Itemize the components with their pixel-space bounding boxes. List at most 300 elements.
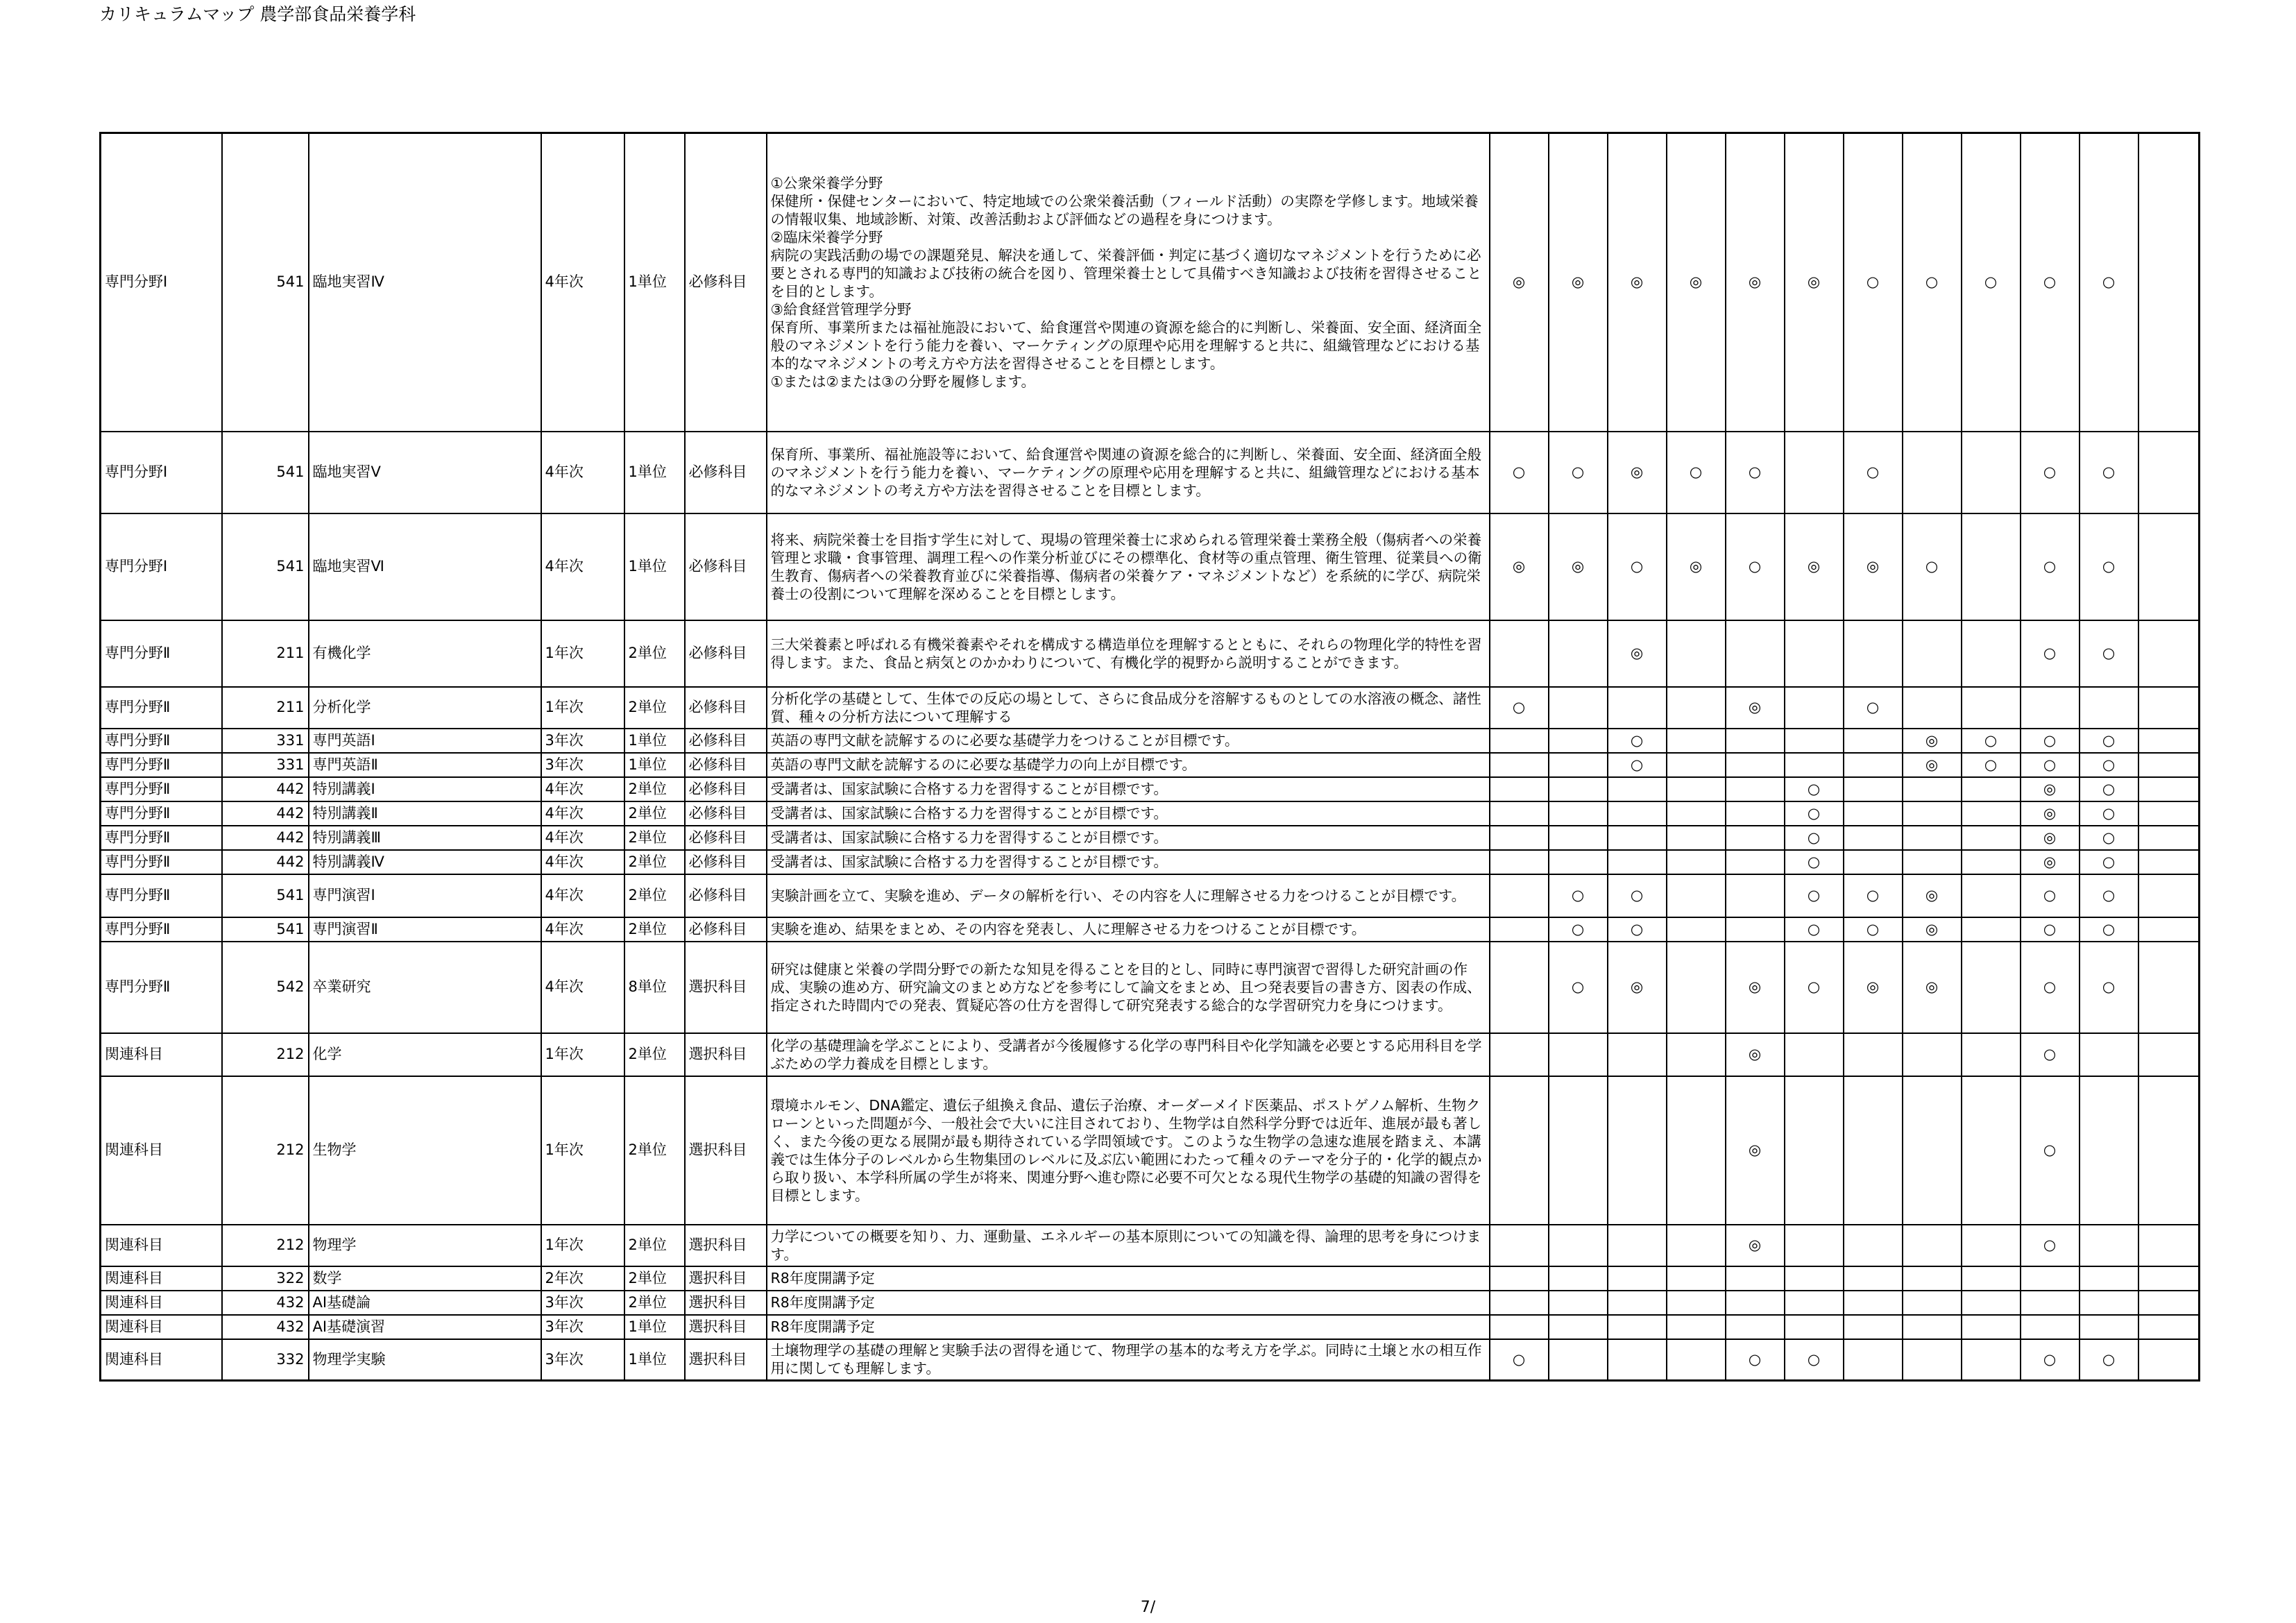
description-cell: 土壌物理学の基礎の理解と実験手法の習得を通じて、物理学の基本的な考え方を学ぶ。同時に土壌と水の相互作用に関しても理解します。 [767,1339,1490,1381]
competency-mark-cell [2021,1315,2080,1339]
competency-mark-cell [1490,942,1549,1033]
category-cell: 専門分野Ⅱ [101,850,222,874]
requirement-cell: 必修科目 [685,620,767,687]
competency-mark-cell: ○ [1785,801,1844,826]
year-cell: 4年次 [541,942,624,1033]
competency-mark-cell [1962,513,2021,620]
competency-mark-cell [1962,1339,2021,1381]
competency-mark-cell [2138,917,2200,942]
requirement-cell: 必修科目 [685,801,767,826]
competency-mark-cell [1549,729,1608,753]
competency-mark-cell: ○ [2080,917,2138,942]
description-cell: 英語の専門文献を読解するのに必要な基礎学力の向上が目標です。 [767,753,1490,777]
competency-mark-cell [1549,687,1608,729]
competency-mark-cell: ○ [1490,432,1549,513]
competency-mark-cell [1667,942,1726,1033]
table-row [101,1315,2200,1339]
competency-mark-cell: ○ [2021,753,2080,777]
competency-mark-cell [1785,1291,1844,1315]
competency-mark-cell [2138,687,2200,729]
competency-mark-cell [1903,1339,1962,1381]
competency-mark-cell [1726,850,1785,874]
competency-mark-cell [1549,753,1608,777]
competency-mark-cell [1490,1315,1549,1339]
competency-mark-cell: ○ [1844,874,1903,917]
competency-mark-cell: ◎ [2021,777,2080,801]
credit-cell: 1単位 [624,1315,685,1339]
competency-mark-cell [1903,687,1962,729]
competency-mark-cell [1490,729,1549,753]
competency-mark-cell: ○ [2080,133,2138,432]
competency-mark-cell [1667,729,1726,753]
competency-mark-cell: ◎ [1844,513,1903,620]
credit-cell: 1単位 [624,729,685,753]
competency-mark-cell: ◎ [1726,1225,1785,1266]
competency-mark-cell [1962,432,2021,513]
credit-cell: 2単位 [624,777,685,801]
competency-mark-cell: ○ [1667,432,1726,513]
competency-mark-cell [1490,917,1549,942]
competency-mark-cell: ○ [1549,432,1608,513]
course-code-cell: 541 [222,432,309,513]
competency-mark-cell [1726,1266,1785,1291]
course-name-cell: 臨地実習Ⅳ [309,133,541,432]
category-cell: 専門分野Ⅱ [101,620,222,687]
competency-mark-cell: ○ [1844,687,1903,729]
competency-mark-cell: ○ [2080,801,2138,826]
credit-cell: 2単位 [624,801,685,826]
credit-cell: 2単位 [624,1076,685,1225]
requirement-cell: 必修科目 [685,729,767,753]
competency-mark-cell: ○ [2021,133,2080,432]
table-row [101,432,2200,513]
competency-mark-cell: ◎ [1490,513,1549,620]
description-cell: 受講者は、国家試験に合格する力を習得することが目標です。 [767,777,1490,801]
competency-mark-cell: ◎ [1608,432,1667,513]
course-code-cell: 211 [222,687,309,729]
year-cell: 4年次 [541,133,624,432]
year-cell: 4年次 [541,826,624,850]
competency-mark-cell [1962,1315,2021,1339]
course-name-cell: 臨地実習Ⅵ [309,513,541,620]
competency-mark-cell: ◎ [1726,687,1785,729]
course-name-cell: 特別講義Ⅲ [309,826,541,850]
course-name-cell: 生物学 [309,1076,541,1225]
year-cell: 4年次 [541,432,624,513]
table-row [101,942,2200,1033]
competency-mark-cell [2021,1291,2080,1315]
requirement-cell: 必修科目 [685,850,767,874]
competency-mark-cell [2138,801,2200,826]
description-cell: 受講者は、国家試験に合格する力を習得することが目標です。 [767,801,1490,826]
competency-mark-cell: ○ [2080,777,2138,801]
course-code-cell: 211 [222,620,309,687]
competency-mark-cell [1667,850,1726,874]
competency-mark-cell: ◎ [1785,513,1844,620]
category-cell: 専門分野Ⅱ [101,874,222,917]
competency-mark-cell: ◎ [2021,801,2080,826]
curriculum-map-table [99,132,2200,1382]
competency-mark-cell [2138,753,2200,777]
credit-cell: 2単位 [624,850,685,874]
competency-mark-cell: ◎ [1903,729,1962,753]
table-row [101,687,2200,729]
year-cell: 4年次 [541,801,624,826]
year-cell: 1年次 [541,620,624,687]
credit-cell: 2単位 [624,1033,685,1076]
competency-mark-cell: ○ [1608,874,1667,917]
competency-mark-cell: ◎ [1903,753,1962,777]
competency-mark-cell [1667,687,1726,729]
competency-mark-cell: ○ [1608,729,1667,753]
competency-mark-cell [2138,729,2200,753]
course-code-cell: 541 [222,917,309,942]
year-cell: 4年次 [541,777,624,801]
competency-mark-cell [1903,620,1962,687]
competency-mark-cell [1962,1033,2021,1076]
description-cell: 化学の基礎理論を学ぶことにより、受講者が今後履修する化学の専門科目や化学知識を必要とする応用科目を学ぶための学力養成を目標とします。 [767,1033,1490,1076]
description-cell: 分析化学の基礎として、生体での反応の場として、さらに食品成分を溶解するものとしての水溶液の概念、諸性質、種々の分析方法について理解する [767,687,1490,729]
competency-mark-cell [1785,1315,1844,1339]
competency-mark-cell: ◎ [1726,1076,1785,1225]
competency-mark-cell: ○ [1785,850,1844,874]
competency-mark-cell [2138,513,2200,620]
competency-mark-cell [1667,801,1726,826]
course-name-cell: 特別講義Ⅰ [309,777,541,801]
competency-mark-cell: ◎ [2021,826,2080,850]
competency-mark-cell [1490,1291,1549,1315]
description-cell: 力学についての概要を知り、力、運動量、エネルギーの基本原則についての知識を得、論理的思考を身につけます。 [767,1225,1490,1266]
course-name-cell: 特別講義Ⅳ [309,850,541,874]
competency-mark-cell [1726,1291,1785,1315]
competency-mark-cell: ○ [1549,917,1608,942]
competency-mark-cell: ○ [1726,513,1785,620]
competency-mark-cell [1844,777,1903,801]
competency-mark-cell [1726,729,1785,753]
competency-mark-cell [2080,1225,2138,1266]
course-code-cell: 332 [222,1339,309,1381]
competency-mark-cell [1844,1339,1903,1381]
competency-mark-cell: ◎ [1903,942,1962,1033]
competency-mark-cell [1962,874,2021,917]
competency-mark-cell [2138,942,2200,1033]
requirement-cell: 必修科目 [685,513,767,620]
credit-cell: 1単位 [624,432,685,513]
competency-mark-cell [1549,826,1608,850]
competency-mark-cell [1962,801,2021,826]
competency-mark-cell [1608,687,1667,729]
competency-mark-cell: ○ [2080,1339,2138,1381]
competency-mark-cell: ○ [2021,1076,2080,1225]
course-name-cell: 特別講義Ⅱ [309,801,541,826]
course-code-cell: 212 [222,1225,309,1266]
category-cell: 専門分野Ⅱ [101,687,222,729]
table-row [101,874,2200,917]
category-cell: 関連科目 [101,1076,222,1225]
competency-mark-cell [2138,874,2200,917]
competency-mark-cell [1667,1225,1726,1266]
competency-mark-cell [1903,826,1962,850]
category-cell: 専門分野Ⅱ [101,729,222,753]
competency-mark-cell [1726,753,1785,777]
competency-mark-cell [1844,1266,1903,1291]
competency-mark-cell [1667,1291,1726,1315]
course-name-cell: 専門演習Ⅱ [309,917,541,942]
competency-mark-cell [1667,620,1726,687]
competency-mark-cell [1844,850,1903,874]
competency-mark-cell [1962,1266,2021,1291]
competency-mark-cell [1844,1291,1903,1315]
category-cell: 関連科目 [101,1266,222,1291]
competency-mark-cell [1844,729,1903,753]
competency-mark-cell [1785,753,1844,777]
credit-cell: 2単位 [624,1266,685,1291]
category-cell: 専門分野Ⅰ [101,432,222,513]
requirement-cell: 選択科目 [685,1076,767,1225]
year-cell: 1年次 [541,1076,624,1225]
competency-mark-cell: ○ [2080,620,2138,687]
competency-mark-cell: ○ [1785,1339,1844,1381]
course-code-cell: 432 [222,1291,309,1315]
course-code-cell: 541 [222,513,309,620]
competency-mark-cell [1785,1076,1844,1225]
competency-mark-cell [1667,1033,1726,1076]
credit-cell: 2単位 [624,874,685,917]
competency-mark-cell: ◎ [1667,133,1726,432]
competency-mark-cell: ◎ [1490,133,1549,432]
course-code-cell: 442 [222,826,309,850]
description-cell: 三大栄養素と呼ばれる有機栄養素やそれを構成する構造単位を理解するとともに、それらの物理化学的特性を習得します。また、食品と病気とのかかわりについて、有機化学的視野から説明することができます。 [767,620,1490,687]
description-cell: 実験を進め、結果をまとめ、その内容を発表し、人に理解させる力をつけることが目標です。 [767,917,1490,942]
competency-mark-cell: ○ [1844,133,1903,432]
competency-mark-cell [1962,942,2021,1033]
competency-mark-cell [2080,1266,2138,1291]
competency-mark-cell [1667,1339,1726,1381]
competency-mark-cell [1903,1076,1962,1225]
table-row [101,1076,2200,1225]
competency-mark-cell: ○ [2080,729,2138,753]
requirement-cell: 選択科目 [685,1225,767,1266]
competency-mark-cell [1903,1033,1962,1076]
competency-mark-cell [1490,753,1549,777]
competency-mark-cell: ◎ [1549,513,1608,620]
competency-mark-cell: ○ [2080,942,2138,1033]
competency-mark-cell: ○ [1490,1339,1549,1381]
competency-mark-cell [1726,917,1785,942]
competency-mark-cell [1490,1225,1549,1266]
competency-mark-cell [1844,1315,1903,1339]
requirement-cell: 必修科目 [685,874,767,917]
competency-mark-cell: ○ [2080,513,2138,620]
competency-mark-cell [1549,1033,1608,1076]
table-row [101,1266,2200,1291]
competency-mark-cell [1608,1266,1667,1291]
competency-mark-cell [1608,850,1667,874]
category-cell: 関連科目 [101,1225,222,1266]
competency-mark-cell [1549,801,1608,826]
competency-mark-cell [1785,1266,1844,1291]
competency-mark-cell [2080,1291,2138,1315]
competency-mark-cell [2138,1266,2200,1291]
credit-cell: 2単位 [624,687,685,729]
competency-mark-cell [1903,432,1962,513]
requirement-cell: 必修科目 [685,826,767,850]
course-name-cell: 卒業研究 [309,942,541,1033]
competency-mark-cell [1844,826,1903,850]
competency-mark-cell [1549,1291,1608,1315]
competency-mark-cell [1903,801,1962,826]
year-cell: 1年次 [541,1225,624,1266]
table-row [101,777,2200,801]
course-code-cell: 212 [222,1076,309,1225]
requirement-cell: 必修科目 [685,917,767,942]
competency-mark-cell [2021,1266,2080,1291]
competency-mark-cell [1844,753,1903,777]
category-cell: 関連科目 [101,1033,222,1076]
competency-mark-cell: ○ [1962,729,2021,753]
year-cell: 1年次 [541,1033,624,1076]
description-cell: ①公衆栄養学分野 保健所・保健センターにおいて、特定地域での公衆栄養活動（フィールド活動）の実際を学修します。地域栄養の情報収集、地域診断、対策、改善活動および評価などの過程を身につけます。 ②臨床栄養学分野 病院の実践活動の場での課題発見、解決を通して、栄養評価・判定に基づく適切なマネジメントを行うために必要とされる専門的知識および技術の統合を図り、管理栄養士として具備すべき知識および技術を習得させることを目的とします。 ③給食経営管理学分野 保育所、事業所または福祉施設において、給食運営や関連の資源を総合的に判断し、栄養面、安全面、経済面全般のマネジメントを行う能力を養い、マーケティングの原理や応用を理解すると共に、組織管理などにおける基本的なマネジメントの考え方や方法を習得させることを目標とします。 ①または②または③の分野を履修します。 [767,133,1490,432]
requirement-cell: 必修科目 [685,753,767,777]
competency-mark-cell [1608,1315,1667,1339]
course-name-cell: 分析化学 [309,687,541,729]
competency-mark-cell [1844,620,1903,687]
competency-mark-cell: ○ [1726,1339,1785,1381]
competency-mark-cell [1549,777,1608,801]
competency-mark-cell [1785,729,1844,753]
category-cell: 専門分野Ⅰ [101,513,222,620]
competency-mark-cell: ○ [1903,133,1962,432]
competency-mark-cell [2138,620,2200,687]
competency-mark-cell [1490,1033,1549,1076]
competency-mark-cell [1549,1225,1608,1266]
competency-mark-cell: ◎ [1726,1033,1785,1076]
category-cell: 関連科目 [101,1315,222,1339]
credit-cell: 2単位 [624,1291,685,1315]
competency-mark-cell [1490,1076,1549,1225]
competency-mark-cell [2138,1315,2200,1339]
requirement-cell: 選択科目 [685,1339,767,1381]
year-cell: 3年次 [541,1315,624,1339]
course-code-cell: 322 [222,1266,309,1291]
competency-mark-cell [1726,1315,1785,1339]
table-row [101,1033,2200,1076]
category-cell: 専門分野Ⅱ [101,753,222,777]
competency-mark-cell [1608,801,1667,826]
competency-mark-cell: ○ [1844,432,1903,513]
competency-mark-cell: ○ [1608,917,1667,942]
table-row [101,850,2200,874]
competency-mark-cell: ○ [1962,133,2021,432]
year-cell: 3年次 [541,729,624,753]
competency-mark-cell: ○ [2021,1033,2080,1076]
competency-mark-cell: ○ [1549,942,1608,1033]
credit-cell: 2単位 [624,1225,685,1266]
competency-mark-cell: ○ [2021,942,2080,1033]
description-cell: R8年度開講予定 [767,1315,1490,1339]
competency-mark-cell [2138,1076,2200,1225]
credit-cell: 1単位 [624,753,685,777]
credit-cell: 2単位 [624,620,685,687]
course-code-cell: 212 [222,1033,309,1076]
course-code-cell: 541 [222,874,309,917]
course-code-cell: 442 [222,850,309,874]
course-name-cell: 専門英語Ⅰ [309,729,541,753]
competency-mark-cell [2080,1033,2138,1076]
competency-mark-cell: ○ [2021,432,2080,513]
competency-mark-cell [2138,850,2200,874]
competency-mark-cell [1726,801,1785,826]
credit-cell: 1単位 [624,513,685,620]
category-cell: 専門分野Ⅱ [101,777,222,801]
category-cell: 専門分野Ⅱ [101,917,222,942]
competency-mark-cell [2138,1291,2200,1315]
course-code-cell: 542 [222,942,309,1033]
course-name-cell: 専門英語Ⅱ [309,753,541,777]
competency-mark-cell: ◎ [1667,513,1726,620]
competency-mark-cell [1844,801,1903,826]
competency-mark-cell: ◎ [1903,917,1962,942]
competency-mark-cell: ○ [1608,513,1667,620]
description-cell: 将来、病院栄養士を目指す学生に対して、現場の管理栄養士に求められる管理栄養士業務全般（傷病者への栄養管理と求職・食事管理、調理工程への作業分析並びにその標準化、食材等の重点管理、衛生管理、従業員への衛生教育、傷病者への栄養教育並びに栄養指導、傷病者の栄養ケア・マネジメントなど）を系統的に学び、病院栄養士の役割について理解を深めることを目標とします。 [767,513,1490,620]
table-row [101,1225,2200,1266]
competency-mark-cell: ○ [2021,874,2080,917]
competency-mark-cell [2138,826,2200,850]
competency-mark-cell [2080,1315,2138,1339]
competency-mark-cell [1608,777,1667,801]
competency-mark-cell [1608,1225,1667,1266]
competency-mark-cell: ◎ [1608,133,1667,432]
competency-mark-cell [1785,1033,1844,1076]
requirement-cell: 選択科目 [685,1033,767,1076]
competency-mark-cell [1962,1291,2021,1315]
course-name-cell: 化学 [309,1033,541,1076]
description-cell: 受講者は、国家試験に合格する力を習得することが目標です。 [767,826,1490,850]
table-row [101,620,2200,687]
year-cell: 4年次 [541,874,624,917]
description-cell: 実験計画を立て、実験を進め、データの解析を行い、その内容を人に理解させる力をつけることが目標です。 [767,874,1490,917]
credit-cell: 1単位 [624,1339,685,1381]
competency-mark-cell [1785,687,1844,729]
description-cell: 研究は健康と栄養の学問分野での新たな知見を得ることを目的とし、同時に専門演習で習得した研究計画の作成、実験の進め方、研究論文のまとめ方などを参考にして論文をまとめ、且つ発表要旨の書き方、図表の作成、指定された時間内での発表、質疑応答の仕方を習得して研究発表する総合的な学習研究力を身につけます。 [767,942,1490,1033]
table-row [101,513,2200,620]
competency-mark-cell: ○ [2080,753,2138,777]
year-cell: 4年次 [541,850,624,874]
year-cell: 2年次 [541,1266,624,1291]
table-row [101,729,2200,753]
competency-mark-cell: ○ [2080,850,2138,874]
competency-mark-cell [1608,1339,1667,1381]
competency-mark-cell [1785,432,1844,513]
competency-mark-cell: ○ [2021,620,2080,687]
competency-mark-cell: ○ [2021,917,2080,942]
competency-mark-cell [1903,1266,1962,1291]
competency-mark-cell [1962,1225,2021,1266]
credit-cell: 2単位 [624,826,685,850]
competency-mark-cell: ◎ [1785,133,1844,432]
category-cell: 関連科目 [101,1339,222,1381]
competency-mark-cell [1903,1291,1962,1315]
competency-mark-cell [1726,826,1785,850]
competency-mark-cell [1549,1266,1608,1291]
competency-mark-cell [1962,917,2021,942]
competency-mark-cell: ○ [1785,874,1844,917]
competency-mark-cell [2138,1225,2200,1266]
competency-mark-cell [1608,1291,1667,1315]
competency-mark-cell [1490,826,1549,850]
competency-mark-cell [1667,826,1726,850]
description-cell: R8年度開講予定 [767,1291,1490,1315]
